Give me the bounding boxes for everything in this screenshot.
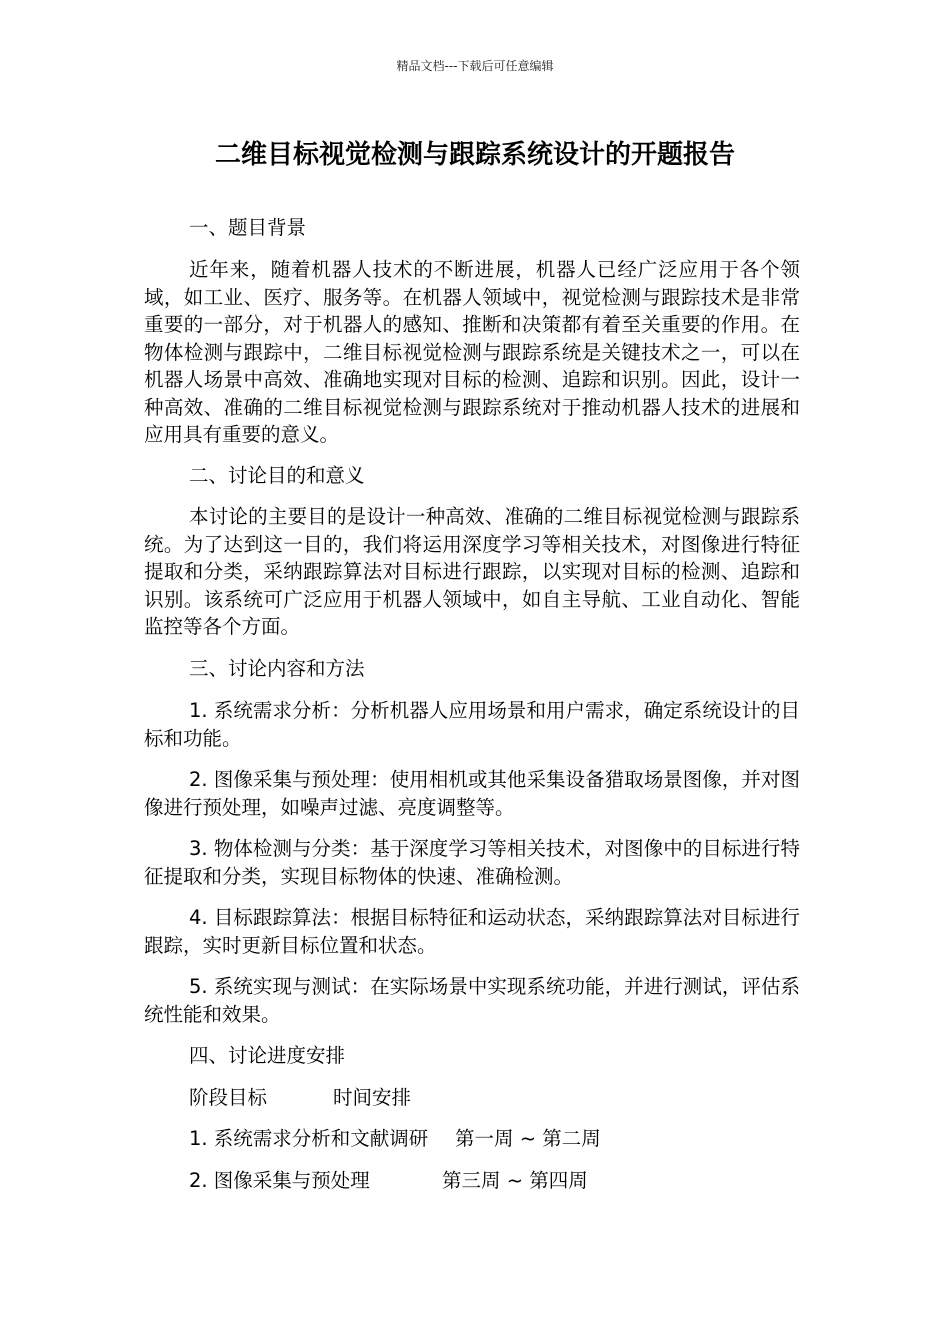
section-heading-purpose: 二、讨论目的和意义 — [189, 464, 365, 487]
content-item: 3. 物体检测与分类：基于深度学习等相关技术，对图像中的目标进行特征提取和分类，实现目标物体的快速、准确检测。 — [144, 837, 800, 888]
schedule-time: 第一周 ~ 第二周 — [455, 1127, 601, 1150]
schedule-header-time: 时间安排 — [333, 1086, 412, 1109]
schedule-stage: 1. 系统需求分析和文献调研 — [189, 1127, 429, 1150]
content-item: 1. 系统需求分析：分析机器人应用场景和用户需求，确定系统设计的目标和功能。 — [144, 699, 800, 750]
section-heading-background: 一、题目背景 — [189, 216, 307, 239]
schedule-header-stage: 阶段目标 — [189, 1086, 268, 1109]
section-heading-content: 三、讨论内容和方法 — [189, 657, 365, 680]
content-item: 5. 系统实现与测试：在实际场景中实现系统功能，并进行测试，评估系统性能和效果。 — [144, 975, 800, 1026]
content-item: 2. 图像采集与预处理：使用相机或其他采集设备猎取场景图像，并对图像进行预处理，如噪声过滤、亮度调整等。 — [144, 768, 800, 819]
schedule-stage: 2. 图像采集与预处理 — [189, 1169, 370, 1192]
paragraph-background: 近年来，随着机器人技术的不断进展，机器人已经广泛应用于各个领域，如工业、医疗、服务等。在机器人领域中，视觉检测与跟踪技术是非常重要的一部分，对于机器人的感知、推断和决策都有着至关重要的作用。在物体检测与跟踪中，二维目标视觉检测与跟踪系统是关键技术之一，可以在机器人场景中高效、准确地实现对目标的检测、追踪和识别。因此，设计一种高效、准确的二维目标视觉检测与跟踪系统对于推动机器人技术的进展和应用具有重要的意义。 — [144, 258, 800, 446]
schedule-time: 第三周 ~ 第四周 — [442, 1169, 588, 1192]
paragraph-purpose: 本讨论的主要目的是设计一种高效、准确的二维目标视觉检测与跟踪系统。为了达到这一目的，我们将运用深度学习等相关技术，对图像进行特征提取和分类，采纳跟踪算法对目标进行跟踪，以实现对目标的检测、追踪和识别。该系统可广泛应用于机器人领域中，如自主导航、工业自动化、智能监控等各个方面。 — [144, 505, 800, 638]
header-note: 精品文档---下载后可任意编辑 — [396, 59, 554, 73]
document-title: 二维目标视觉检测与跟踪系统设计的开题报告 — [214, 140, 735, 170]
content-item: 4. 目标跟踪算法：根据目标特征和运动状态，采纳跟踪算法对目标进行跟踪，实时更新目标位置和状态。 — [144, 906, 800, 957]
section-heading-schedule: 四、讨论进度安排 — [189, 1044, 346, 1067]
